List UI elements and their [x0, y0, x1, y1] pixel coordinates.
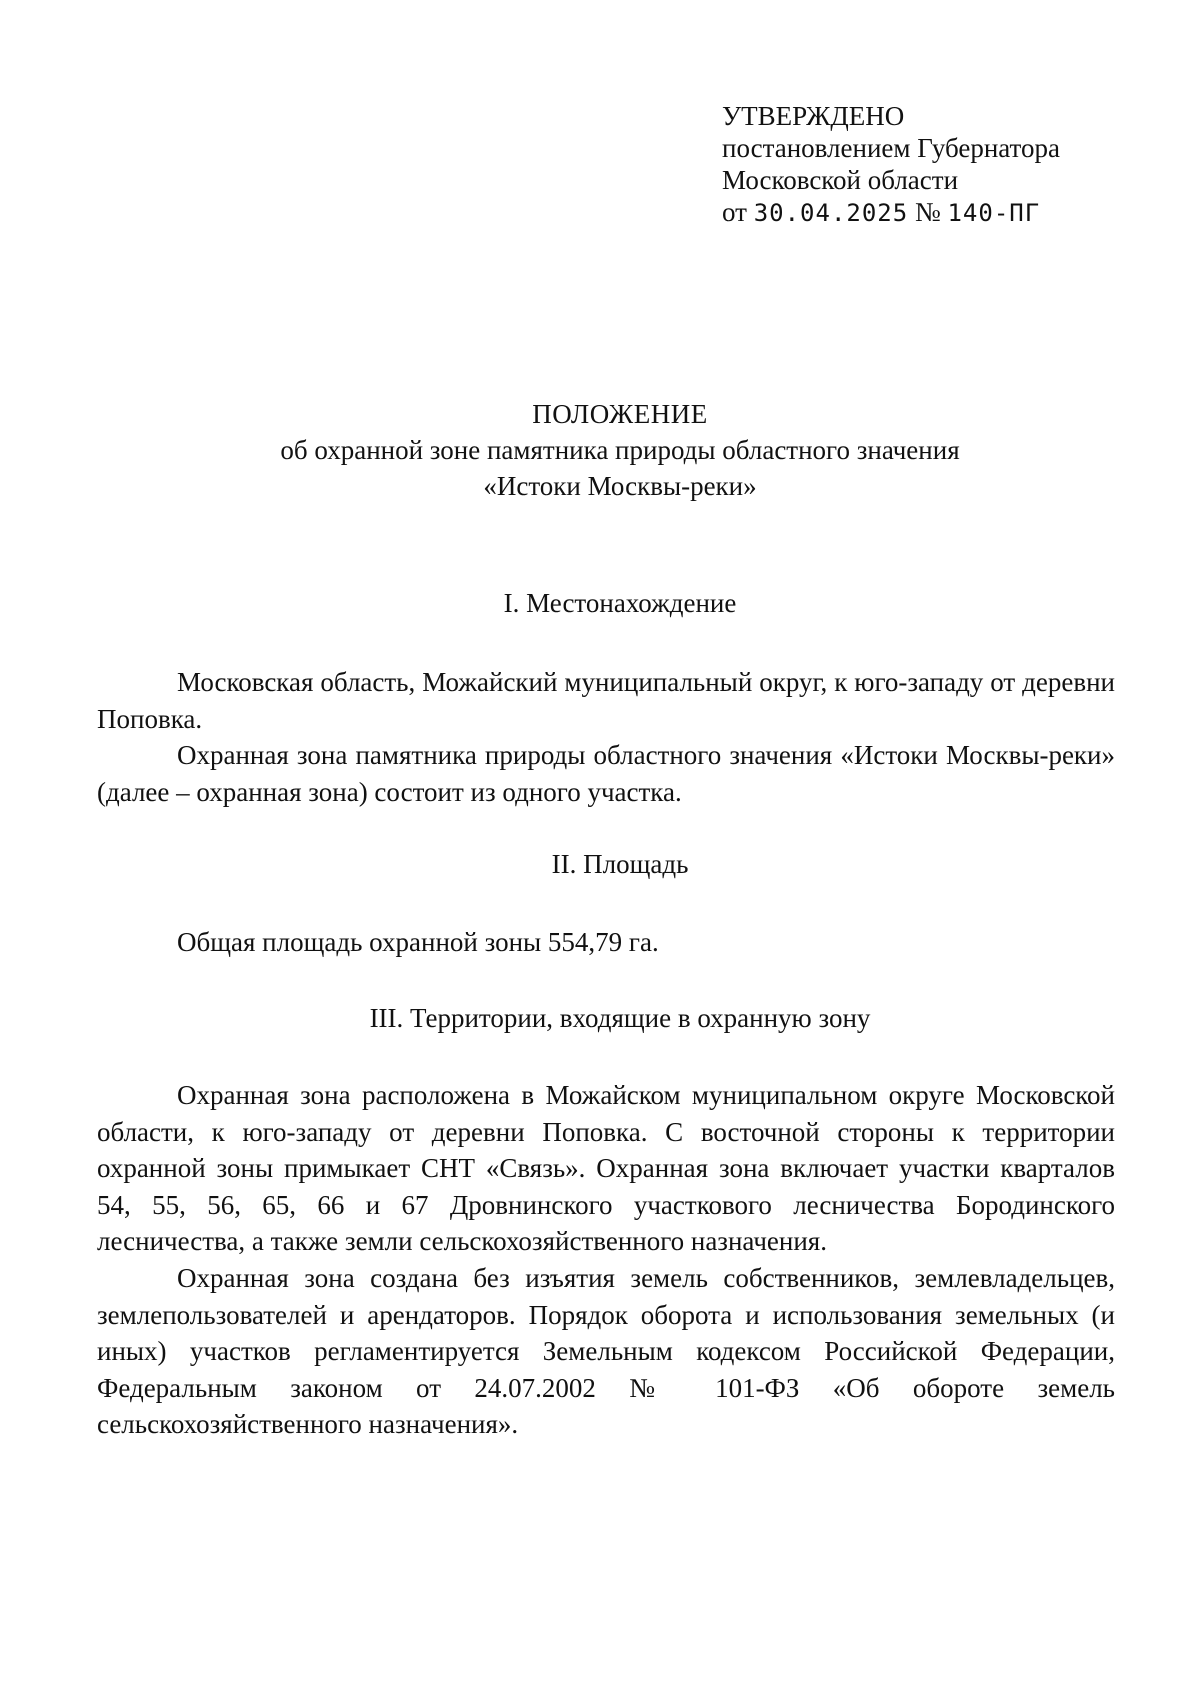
approval-line-1: постановлением Губернатора [722, 133, 1060, 163]
section-heading-area: II. Площадь [551, 849, 689, 879]
approval-heading: УТВЕРЖДЕНО [722, 101, 905, 131]
approval-stamp [722, 100, 1060, 229]
approval-line-2: Московской области [722, 165, 959, 195]
document-title: ПОЛОЖЕНИЕ [532, 399, 708, 429]
approval-number-label: № [914, 197, 941, 227]
section-heading-location: I. Местонахождение [503, 588, 737, 618]
paragraph-territories-location: Охранная зона расположена в Можайском муниципальном округе Московской области, к юго-западу от деревни Поповка. С восточной стороны к территории охранной зоны примыкает СНТ «Связь». Охранная зона включает участки кварталов 54, 55, 56, 65, 66 и 67 Дровнинского участкового лесничества Бородинского лесничества, а также земли сельскохозяйственного назначения. [97, 1080, 1115, 1257]
document-subtitle-line-2: «Истоки Москвы-реки» [483, 471, 757, 501]
approval-date-line [722, 196, 1060, 229]
paragraph-location-address: Московская область, Можайский муниципальный округ, к юго-западу от деревни Поповка. [97, 667, 1115, 734]
section-heading-territories: III. Территории, входящие в охранную зону [369, 1003, 871, 1033]
document-title-block [0, 396, 1200, 504]
approval-number: 140-ПГ [947, 199, 1041, 227]
approval-date: 30.04.2025 [753, 199, 909, 227]
paragraph-territories-regulation: Охранная зона создана без изъятия земель собственников, землевладельцев, землепользователей и арендаторов. Порядок оборота и использования земельных (и иных) участков регламентируется Земельным кодексом Российской Федерации, Федеральным законом от 24.07.2002 № 101-ФЗ «Об обороте земель сельскохозяйственного назначения». [97, 1263, 1115, 1440]
paragraph-area: Общая площадь охранной зоны 554,79 га. [177, 927, 659, 957]
paragraph-location-zone: Охранная зона памятника природы областного значения «Истоки Москвы-реки» (далее – охранная зона) состоит из одного участка. [97, 740, 1115, 807]
document-subtitle-line-1: об охранной зоне памятника природы областного значения [280, 435, 960, 465]
approval-date-prefix: от [722, 197, 747, 227]
